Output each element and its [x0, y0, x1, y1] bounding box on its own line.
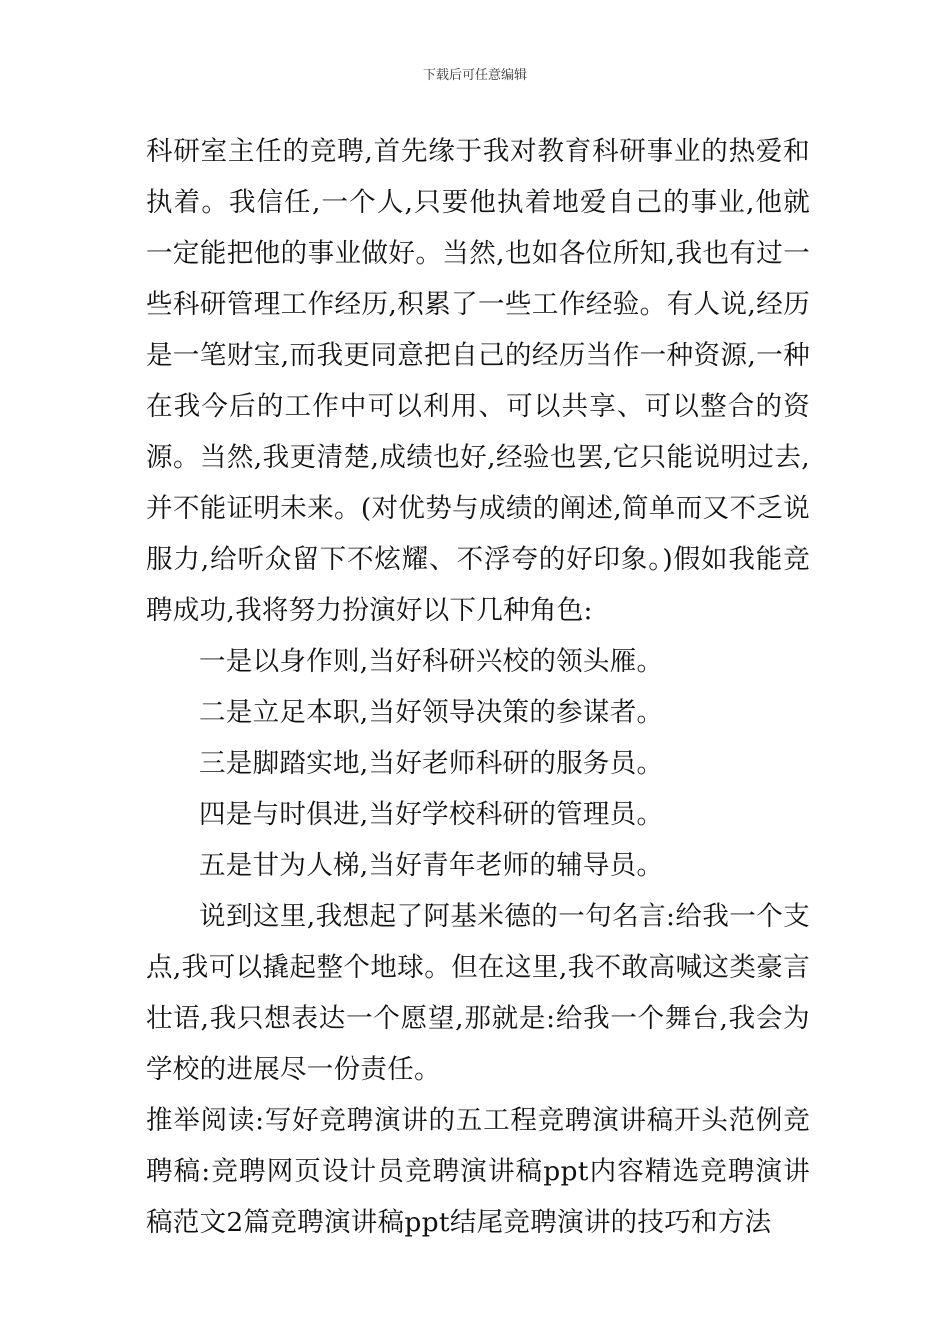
role-item-1: 一是以身作则,当好科研兴校的领头雁。: [199, 646, 664, 677]
role-item-4: 四是与时俱进,当好学校科研的管理员。: [199, 799, 664, 830]
role-item-3: 三是脚踏实地,当好老师科研的服务员。: [199, 748, 664, 779]
role-item-5: 五是甘为人梯,当好青年老师的辅导员。: [199, 850, 664, 881]
recommended-reading: 推举阅读:写好竞聘演讲的五工程竞聘演讲稿开头范例竞聘稿:竞聘网页设计员竞聘演讲稿ppt内容精选竞聘演讲稿范文2篇竞聘演讲稿ppt结尾竞聘演讲的技巧和方法: [146, 1105, 810, 1238]
role-item-2: 二是立足本职,当好领导决策的参谋者。: [199, 697, 664, 728]
paragraph-closing: 说到这里,我想起了阿基米德的一句名言:给我一个支点,我可以撬起整个地球。但在这里,我不敢高喊这类豪言壮语,我只想表达一个愿望,那就是:给我一个舞台,我会为学校的进展尽一份责任。: [146, 901, 810, 1085]
page-header: 下载后可任意编辑: [422, 68, 527, 83]
document-body: [146, 126, 810, 1248]
paragraph-intro: 科研室主任的竞聘,首先缘于我对教育科研事业的热爱和执着。我信任,一个人,只要他执着地爱自己的事业,他就一定能把他的事业做好。当然,也如各位所知,我也有过一些科研管理工作经历,积累了一些工作经验。有人说,经历是一笔财宝,而我更同意把自己的经历当作一种资源,一种在我今后的工作中可以利用、可以共享、可以整合的资源。当然,我更清楚,成绩也好,经验也罢,它只能说明过去,并不能证明未来。(对优势与成绩的阐述,简单而又不乏说服力,给听众留下不炫耀、不浮夸的好印象。)假如我能竞聘成功,我将努力扮演好以下几种角色:: [146, 136, 810, 626]
